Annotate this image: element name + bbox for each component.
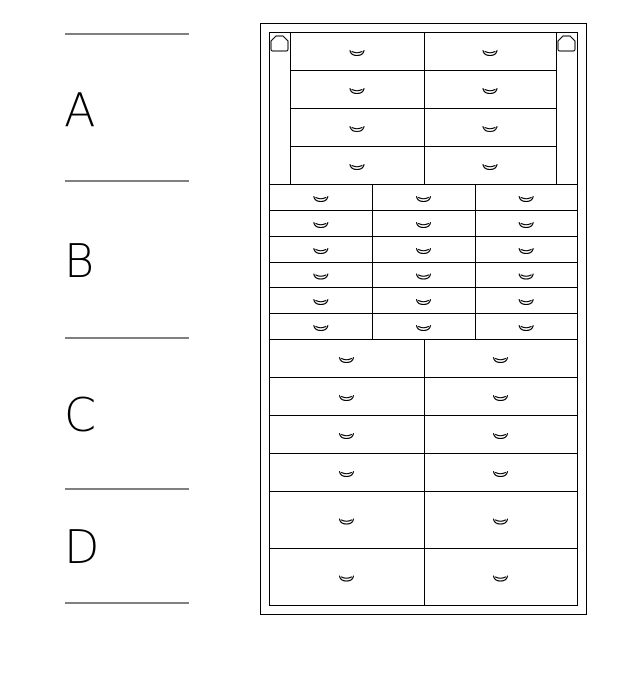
drawer-handle-icon <box>340 472 354 477</box>
drawer-handle-icon <box>494 472 508 477</box>
drawer-handle-icon <box>519 197 533 202</box>
right-hinge-icon <box>558 36 575 51</box>
cabinet-inner-frame <box>270 33 578 606</box>
section-label-a: A <box>64 83 96 137</box>
drawer-handle-icon <box>417 274 431 279</box>
drawer-handle-icon <box>340 396 354 401</box>
drawer-handle-icon <box>340 358 354 363</box>
drawer-handle-icon <box>417 326 431 331</box>
drawer-handle-icon <box>483 127 497 132</box>
drawer-handle-icon <box>519 249 533 254</box>
section-legend <box>64 34 189 603</box>
drawer-handle-icon <box>519 326 533 331</box>
drawer-handle-icon <box>494 396 508 401</box>
drawer-handle-icon <box>314 274 328 279</box>
section-label-d: D <box>64 520 100 574</box>
drawer-handle-icon <box>519 223 533 228</box>
drawer-handle-icon <box>494 576 508 581</box>
left-hinge-icon <box>271 36 288 51</box>
drawer-handle-icon <box>483 51 497 56</box>
cabinet-outer-frame <box>261 24 587 615</box>
drawer-handle-icon <box>314 326 328 331</box>
drawer-handle-icon <box>314 197 328 202</box>
drawer-handle-icon <box>519 300 533 305</box>
drawer-handle-icon <box>340 519 354 524</box>
drawer-grid <box>270 33 578 606</box>
drawer-handle-icon <box>417 197 431 202</box>
drawer-handle-icon <box>417 300 431 305</box>
drawer-handle-icon <box>417 223 431 228</box>
drawer-handle-icon <box>350 165 364 170</box>
drawer-handle-icon <box>350 89 364 94</box>
drawer-handle-icon <box>350 51 364 56</box>
drawer-handle-icon <box>340 434 354 439</box>
drawer-handle-icon <box>417 249 431 254</box>
drawer-handle-icon <box>340 576 354 581</box>
section-label-b: B <box>64 234 95 288</box>
drawer-handle-icon <box>483 89 497 94</box>
drawer-handle-icon <box>519 274 533 279</box>
drawer-handle-icon <box>314 300 328 305</box>
drawer-handle-icon <box>483 165 497 170</box>
cabinet <box>261 24 587 615</box>
drawer-handle-icon <box>494 358 508 363</box>
drawer-handle-icon <box>494 519 508 524</box>
section-label-c: C <box>64 388 97 442</box>
drawer-handle-icon <box>350 127 364 132</box>
drawer-handle-icon <box>494 434 508 439</box>
drawer-handle-icon <box>314 249 328 254</box>
drawer-handle-icon <box>314 223 328 228</box>
